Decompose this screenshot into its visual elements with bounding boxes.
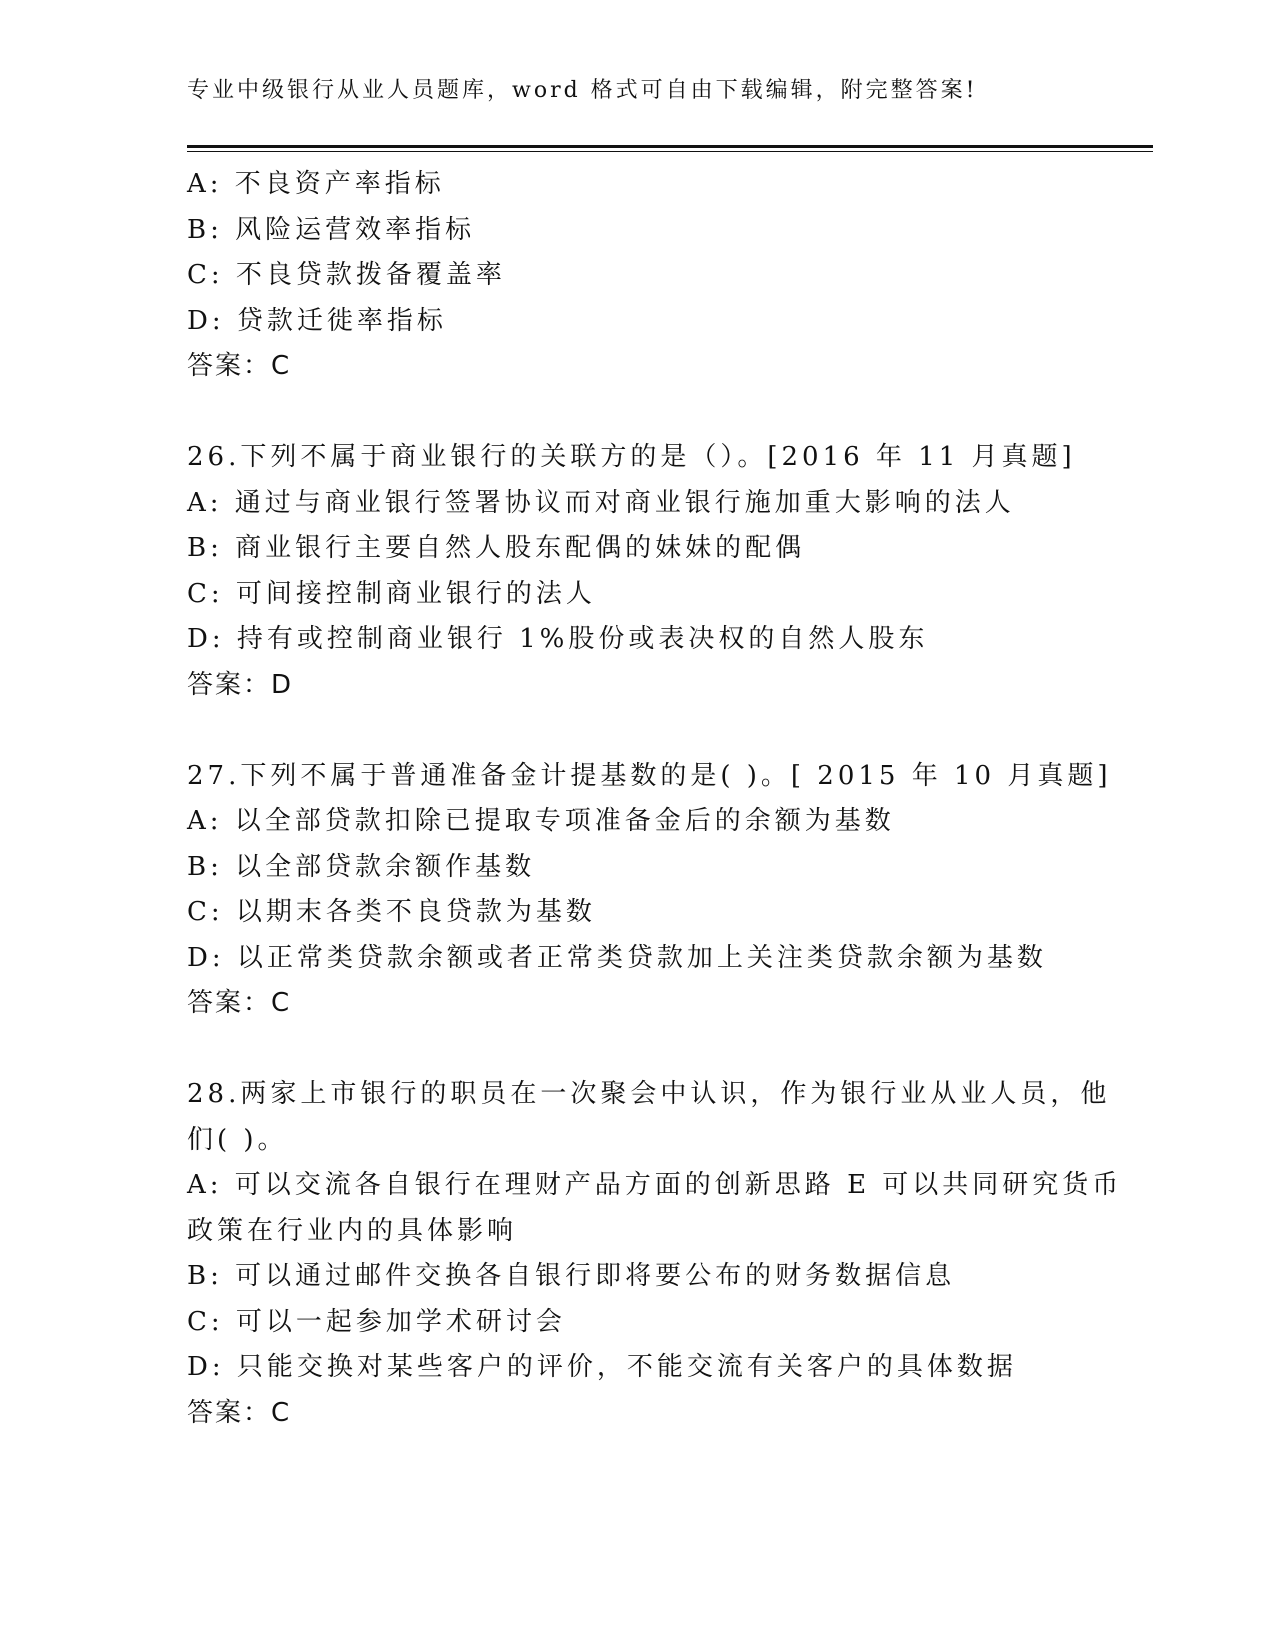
spacer — [187, 708, 1087, 754]
q28-option-a-line-1: A: 可以交流各自银行在理财产品方面的创新思路 E 可以共同研究货币 — [187, 1170, 1123, 1200]
header-rule-thin — [187, 151, 1153, 152]
q27-answer: 答案：C — [187, 988, 292, 1018]
q25-option-d: D: 贷款迁徙率指标 — [187, 305, 447, 336]
q25-answer: 答案：C — [187, 351, 292, 381]
q27-question: 27.下列不属于普通准备金计提基数的是( )。[ 2015 年 10 月真题] — [187, 760, 1112, 791]
spacer — [187, 390, 1087, 436]
question-27-block — [187, 754, 1112, 1027]
q28-option-b: B: 可以通过邮件交换各自银行即将要公布的财务数据信息 — [187, 1261, 956, 1291]
question-28-block — [187, 1072, 1123, 1436]
q27-option-a: A: 以全部贷款扣除已提取专项准备金后的余额为基数 — [187, 806, 895, 836]
q28-question-line-1: 28.两家上市银行的职员在一次聚会中认识，作为银行业从业人员，他 — [187, 1079, 1111, 1109]
question-26-block — [187, 435, 1087, 708]
q28-option-a-line-2: 政策在行业内的具体影响 — [187, 1215, 518, 1246]
q28-question-line-2: 们( )。 — [187, 1124, 288, 1155]
q25-option-a: A: 不良资产率指标 — [187, 169, 445, 199]
q26-option-b: B: 商业银行主要自然人股东配偶的妹妹的配偶 — [187, 533, 806, 563]
q27-option-b: B: 以全部贷款余额作基数 — [187, 851, 536, 882]
document-body — [187, 162, 1123, 1436]
q26-option-d: D: 持有或控制商业银行 1%股份或表决权的自然人股东 — [187, 624, 929, 654]
q25-option-b: B: 风险运营效率指标 — [187, 214, 476, 245]
page-header-text: 专业中级银行从业人员题库，word 格式可自由下载编辑，附完整答案! — [187, 78, 978, 103]
q28-option-c: C: 可以一起参加学术研讨会 — [187, 1306, 566, 1337]
q26-option-c: C: 可间接控制商业银行的法人 — [187, 578, 596, 609]
question-25-block — [187, 162, 1087, 390]
header-rule-thick — [187, 145, 1153, 148]
q28-answer: 答案：C — [187, 1397, 292, 1428]
spacer — [187, 1027, 1087, 1073]
q28-option-d: D: 只能交换对某些客户的评价，不能交流有关客户的具体数据 — [187, 1352, 1017, 1382]
q26-question: 26.下列不属于商业银行的关联方的是（）。[2016 年 11 月真题] — [187, 442, 1076, 472]
q27-option-c: C: 以期末各类不良贷款为基数 — [187, 897, 596, 927]
q26-answer: 答案：D — [187, 669, 294, 700]
q26-option-a: A: 通过与商业银行签署协议而对商业银行施加重大影响的法人 — [187, 487, 1015, 518]
q25-option-c: C: 不良贷款拨备覆盖率 — [187, 260, 506, 290]
q27-option-d: D: 以正常类贷款余额或者正常类贷款加上关注类贷款余额为基数 — [187, 942, 1047, 973]
